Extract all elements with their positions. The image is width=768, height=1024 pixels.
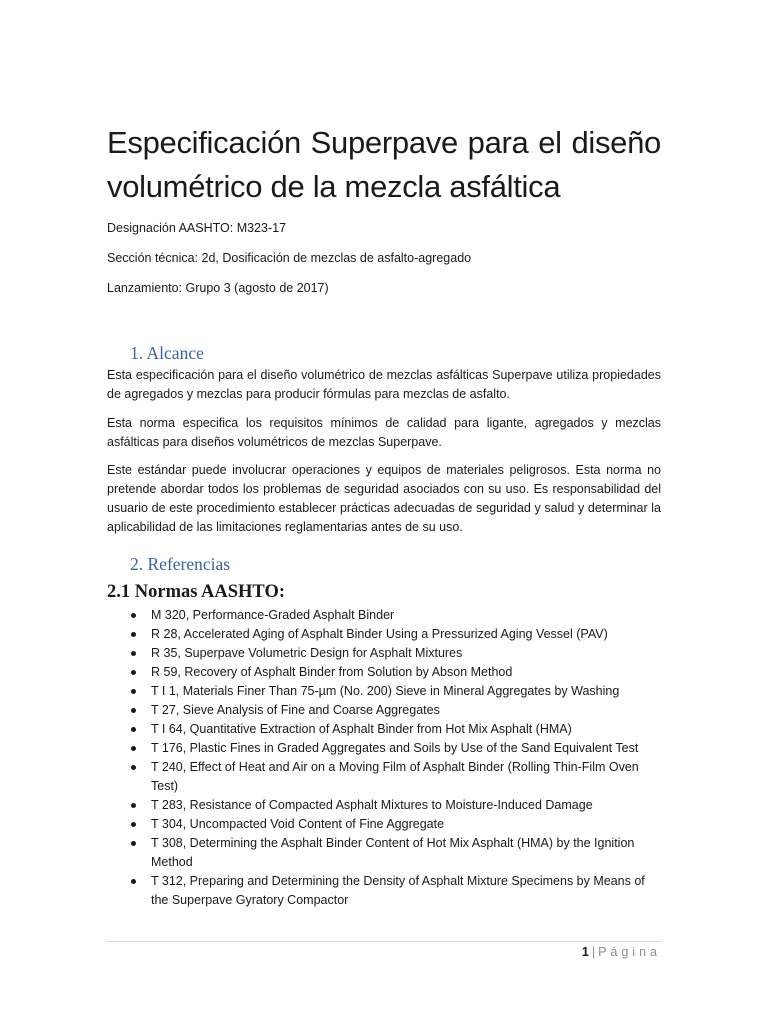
list-item xyxy=(107,701,661,720)
list-item xyxy=(107,872,661,910)
bullet-icon xyxy=(131,879,136,884)
reference-text: R 28, Accelerated Aging of Asphalt Binder Using a Pressurized Aging Vessel (PAV) xyxy=(151,627,608,641)
scope-paragraph: Esta norma especifica los requisitos mínimos de calidad para ligante, agregados y mezclas asfálticas para diseños volumétricos de mezclas Superpave. xyxy=(107,416,661,449)
list-item xyxy=(107,625,661,644)
reference-text: T 283, Resistance of Compacted Asphalt Mixtures to Moisture-Induced Damage xyxy=(151,798,593,812)
reference-text: T 312, Preparing and Determining the Density of Asphalt Mixture Specimens by Means of the Superpave Gyratory Compactor xyxy=(151,874,645,907)
bullet-icon xyxy=(131,746,136,751)
list-item xyxy=(107,758,661,796)
scope-paragraph: Este estándar puede involucrar operaciones y equipos de materiales peligrosos. Esta norma no pretende abordar todos los problemas de seguridad asociados con su uso. Es responsabilidad del usuario de este procedimiento establecer prácticas adecuadas de seguridad y salud y determinar la aplicabilidad de las limitaciones reglamentarias antes de su uso. xyxy=(107,463,661,534)
page-separator: | xyxy=(591,945,596,959)
bullet-icon xyxy=(131,651,136,656)
reference-text: T 304, Uncompacted Void Content of Fine Aggregate xyxy=(151,817,445,831)
list-item xyxy=(107,796,661,815)
reference-text: T 308, Determining the Asphalt Binder Content of Hot Mix Asphalt (HMA) by the Ignition Method xyxy=(151,836,635,869)
reference-text: R 59, Recovery of Asphalt Binder from Solution by Abson Method xyxy=(151,665,513,679)
bullet-icon xyxy=(131,765,136,770)
bullet-icon xyxy=(131,613,136,618)
reference-text: T I 64, Quantitative Extraction of Asphalt Binder from Hot Mix Asphalt (HMA) xyxy=(151,722,572,736)
list-item xyxy=(107,815,661,834)
section-heading-references: 2. Referencias xyxy=(130,554,231,574)
technical-section: Sección técnica: 2d, Dosificación de mezclas de asfalto-agregado xyxy=(107,251,472,265)
bullet-icon xyxy=(131,670,136,675)
list-item xyxy=(107,739,661,758)
page-footer xyxy=(582,944,661,960)
bullet-icon xyxy=(131,689,136,694)
reference-text: T 27, Sieve Analysis of Fine and Coarse Aggregates xyxy=(151,703,440,717)
bullet-icon xyxy=(131,727,136,732)
bullet-icon xyxy=(131,708,136,713)
list-item xyxy=(107,644,661,663)
references-list xyxy=(107,606,661,910)
bullet-icon xyxy=(131,841,136,846)
list-item xyxy=(107,720,661,739)
list-item xyxy=(107,834,661,872)
page-number: 1 xyxy=(581,945,589,959)
reference-text: T I 1, Materials Finer Than 75-µm (No. 200) Sieve in Mineral Aggregates by Washing xyxy=(151,684,620,698)
scope-paragraph: Esta especificación para el diseño volumétrico de mezclas asfálticas Superpave utiliza propiedades de agregados y mezclas para producir fórmulas para mezclas de asfalto. xyxy=(107,368,661,401)
list-item xyxy=(107,663,661,682)
list-item xyxy=(107,682,661,701)
aashto-designation: Designación AASHTO: M323-17 xyxy=(107,221,287,235)
footer-divider xyxy=(107,941,661,942)
bullet-icon xyxy=(131,803,136,808)
release-group: Lanzamiento: Grupo 3 (agosto de 2017) xyxy=(107,281,329,295)
section-heading-scope: 1. Alcance xyxy=(130,343,204,363)
reference-text: T 240, Effect of Heat and Air on a Moving Film of Asphalt Binder (Rolling Thin-Film Oven Test) xyxy=(151,760,639,793)
document-title: Especificación Superpave para el diseño volumétrico de la mezcla asfáltica xyxy=(107,125,661,204)
subsection-heading-aashto-standards: 2.1 Normas AASHTO: xyxy=(107,582,285,602)
bullet-icon xyxy=(131,822,136,827)
reference-text: M 320, Performance-Graded Asphalt Binder xyxy=(151,608,395,622)
reference-text: R 35, Superpave Volumetric Design for Asphalt Mixtures xyxy=(151,646,463,660)
page-label: Página xyxy=(598,945,661,959)
reference-text: T 176, Plastic Fines in Graded Aggregates and Soils by Use of the Sand Equivalent Test xyxy=(151,741,639,755)
bullet-icon xyxy=(131,632,136,637)
list-item xyxy=(107,606,661,625)
